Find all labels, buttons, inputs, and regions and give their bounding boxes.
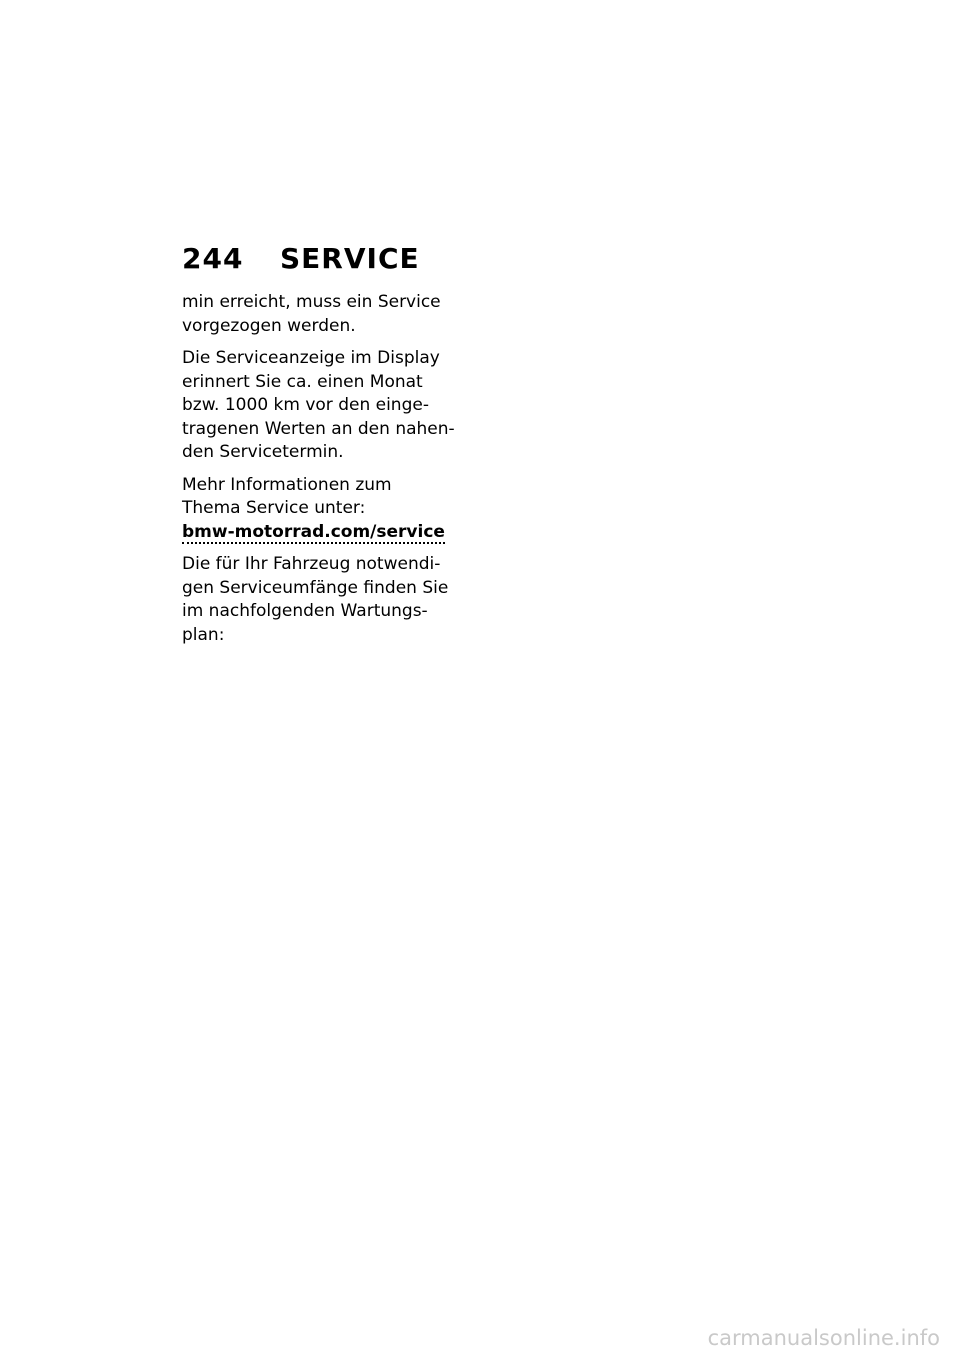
text-line: erinnert Sie ca. einen Monat: [182, 371, 423, 392]
text-line: im nachfolgenden Wartungs-: [182, 601, 428, 621]
text-line: plan:: [182, 624, 225, 645]
paragraph-more-info: [182, 474, 462, 545]
text-line: Thema Service unter:: [182, 498, 366, 518]
section-title: SERVICE: [280, 242, 420, 275]
page-number: 244: [182, 242, 244, 275]
paragraph-service-display: [182, 347, 462, 465]
text-line: vorgezogen werden.: [182, 315, 356, 336]
paragraph-maintenance-plan: [182, 553, 462, 647]
text-line: gen Serviceumfänge finden Sie: [182, 577, 449, 598]
watermark: carmanualsonline.info: [707, 1326, 940, 1350]
text-line: Mehr Informationen zum: [182, 474, 392, 495]
text-line: Die für Ihr Fahrzeug notwendi-: [182, 554, 441, 574]
service-website-link[interactable]: bmw-motorrad.com/service: [182, 521, 445, 542]
paragraph-service-advance: [182, 291, 462, 338]
page-header: [182, 242, 420, 276]
text-line: bzw. 1000 km vor den einge-: [182, 395, 429, 415]
text-line: min erreicht, muss ein Service: [182, 292, 441, 312]
text-line: tragenen Werten an den nahen-: [182, 418, 455, 439]
text-line: Die Serviceanzeige im Display: [182, 348, 440, 368]
body-text: [182, 291, 462, 656]
text-line: den Servicetermin.: [182, 442, 344, 462]
